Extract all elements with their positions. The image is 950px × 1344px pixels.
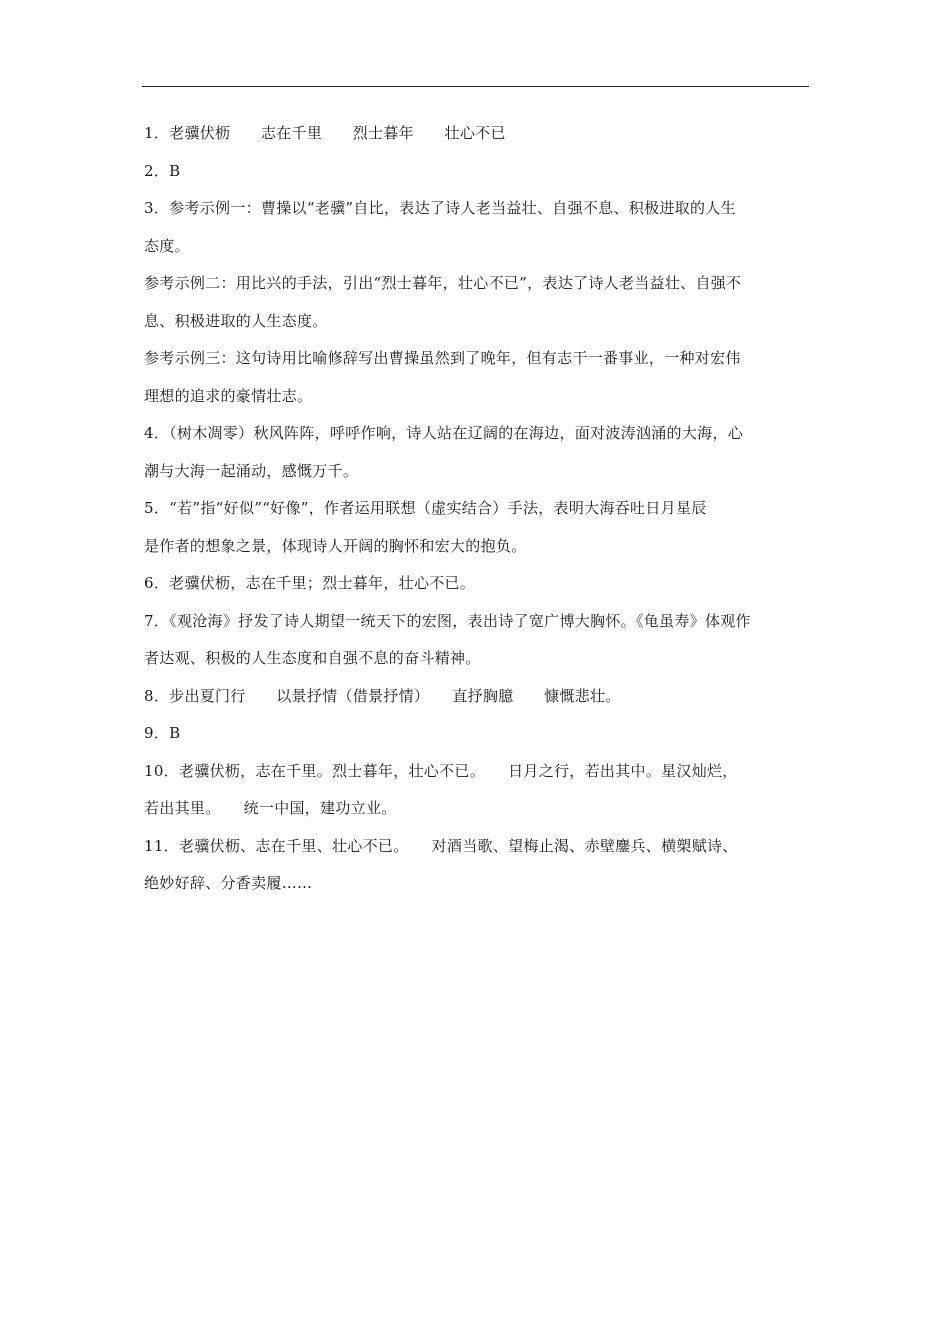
answer-content — [144, 115, 810, 903]
answer-line: 1．老骥伏枥 志在千里 烈士暮年 壮心不已 — [144, 124, 506, 142]
answer-line: 10．老骥伏枥，志在千里。烈士暮年，壮心不已。 日月之行，若出其中。星汉灿烂， — [144, 761, 738, 780]
answer-line: 息、积极进取的人生态度。 — [144, 311, 328, 330]
answer-line: 6．老骥伏枥，志在千里；烈士暮年，壮心不已。 — [144, 574, 476, 592]
answer-line: 11．老骥伏枥、志在千里、壮心不已。 对酒当歌、望梅止渴、赤壁鏖兵、横槊赋诗、 — [144, 836, 738, 855]
answer-line: 4．（树木凋零）秋风阵阵，呼呼作响，诗人站在辽阔的在海边，面对波涛汹涌的大海，心 — [144, 424, 744, 442]
answer-line: 参考示例三：这句诗用比喻修辞写出曹操虽然到了晚年，但有志干一番事业，一种对宏伟 — [144, 349, 741, 367]
header-rule — [142, 86, 809, 87]
answer-line: 态度。 — [144, 236, 190, 255]
answer-line: 3．参考示例一：曹操以“老骥”自比，表达了诗人老当益壮、自强不息、积极进取的人生 — [144, 199, 736, 217]
answer-line: 5．“若”指“好似”“好像”，作者运用联想（虚实结合）手法，表明大海吞吐日月星辰 — [144, 499, 707, 517]
answer-line: 若出其里。 统一中国，建功立业。 — [144, 799, 397, 817]
answer-line: 7．《观沧海》抒发了诗人期望一统天下的宏图，表出诗了宽广博大胸怀。《龟虽寿》体观作 — [144, 611, 751, 630]
answer-line: 理想的追求的豪情壮志。 — [144, 386, 313, 405]
answer-line: 2．B — [144, 161, 181, 180]
answer-line: 是作者的想象之景，体现诗人开阔的胸怀和宏大的抱负。 — [144, 536, 527, 555]
answer-line: 参考示例二：用比兴的手法，引出“烈士暮年，壮心不已”，表达了诗人老当益壮、自强不 — [144, 274, 742, 292]
answer-line: 潮与大海一起涌动，感慨万千。 — [144, 461, 359, 480]
answer-line: 者达观、积极的人生态度和自强不息的奋斗精神。 — [144, 649, 481, 667]
answer-line: 8．步出夏门行 以景抒情（借景抒情） 直抒胸臆 慷慨悲壮。 — [144, 686, 621, 705]
answer-line: 9．B — [144, 724, 181, 742]
answer-line: 绝妙好辞、分香卖履…… — [144, 874, 313, 892]
